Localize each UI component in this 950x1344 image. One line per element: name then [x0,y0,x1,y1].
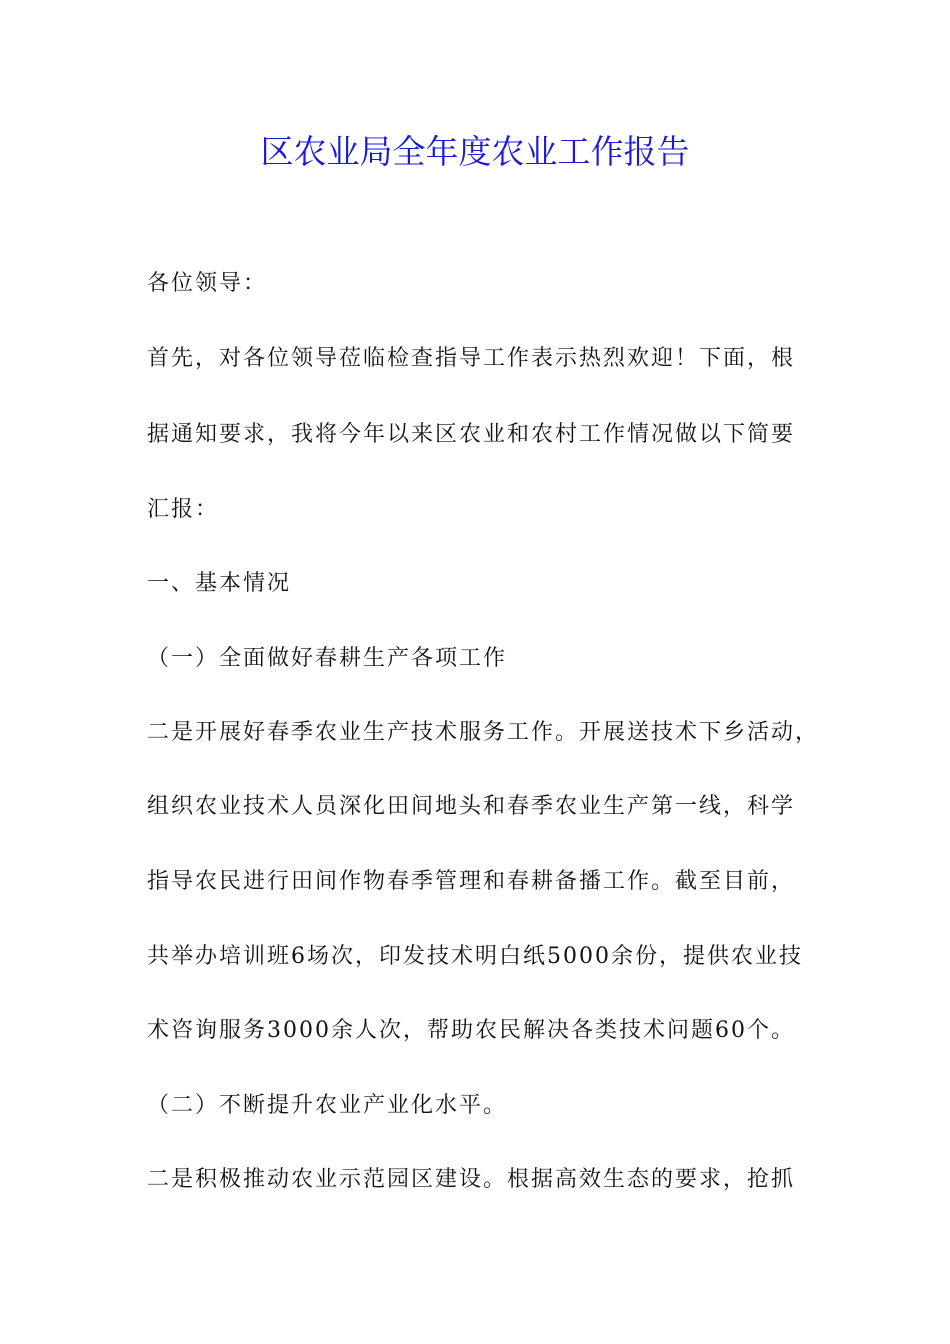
section-heading: 一、基本情况 [147,571,292,596]
body-line: 汇报： [147,497,220,522]
body-line: 二是开展好春季农业生产技术服务工作。开展送技术下乡活动， [147,720,820,745]
body-line: 术咨询服务3000余人次，帮助农民解决各类技术问题60个。 [147,1018,795,1043]
body-line: 组织农业技术人员深化田间地头和春季农业生产第一线，科学 [147,794,796,819]
document-title: 区农业局全年度农业工作报告 [260,132,690,171]
body-line: 据通知要求，我将今年以来区农业和农村工作情况做以下简要 [147,422,796,447]
subsection-heading: （一）全面做好春耕生产各项工作 [147,646,508,671]
body-line: 共举办培训班6场次，印发技术明白纸5000余份，提供农业技 [147,944,803,969]
salutation-line: 各位领导： [147,271,268,296]
body-line: 首先，对各位领导莅临检查指导工作表示热烈欢迎！下面，根 [147,346,796,371]
body-line: 二是积极推动农业示范园区建设。根据高效生态的要求，抢抓 [147,1167,796,1192]
subsection-heading: （二）不断提升农业产业化水平。 [147,1093,508,1118]
body-line: 指导农民进行田间作物春季管理和春耕备播工作。截至目前， [147,869,796,894]
